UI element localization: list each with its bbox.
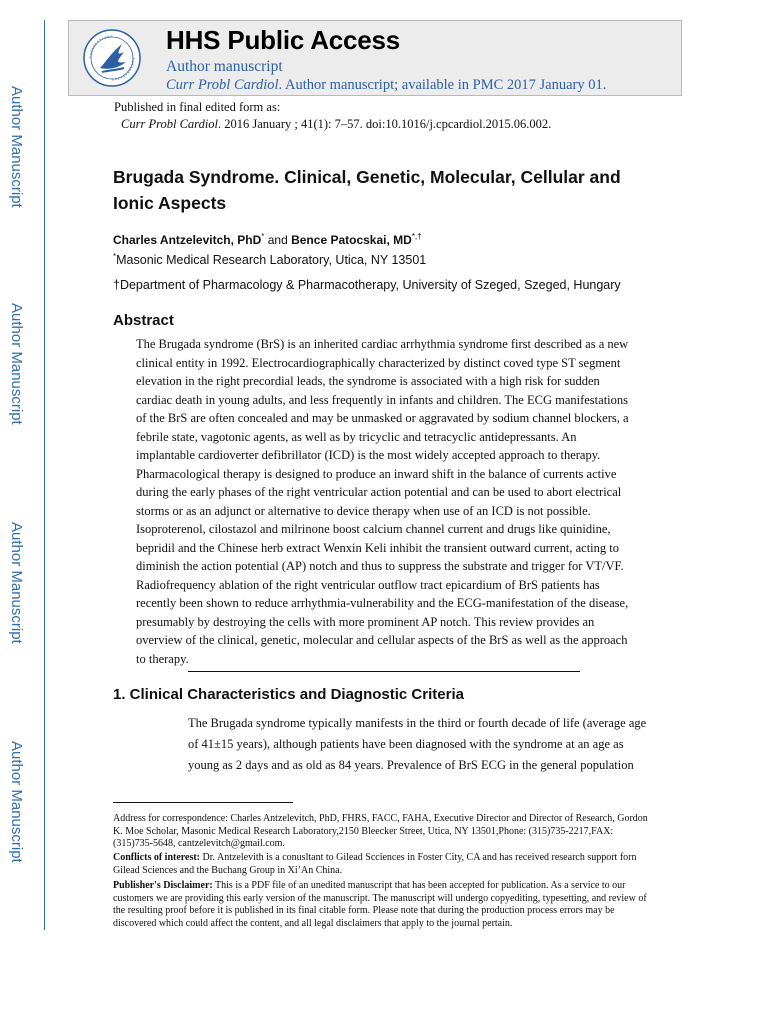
author-patocskai: Bence Patocskai, MD [291, 233, 412, 247]
abstract-line: diminish the action potential (AP) notch and thus to suppress the substrate and trigger for VT/VF. [136, 559, 624, 573]
banner-journal-name: Curr Probl Cardiol [166, 77, 279, 93]
abstract-line: febrile state, vagotonic agents, as well as by tricyclic and tetracyclic antidepressants. An [136, 429, 577, 444]
banner-availability: . Author manuscript; available in PMC 2017 January 01. [278, 77, 607, 93]
abstract-line: presumably by destroying the cells with more prominent AP notch. This review provides an [136, 614, 595, 629]
section-1-line: young as 2 days and as old as 84 years. Prevalence of BrS ECG in the general population [188, 758, 634, 772]
side-label-1: Author Manuscript [8, 86, 25, 208]
author1-mark: * [261, 232, 265, 241]
footnote-line: K. Moe Scholar, Masonic Medical Research Laboratory,2150 Bleecker Street, Utica, NY 13501,Phone: (315)735-2217,FAX: [113, 825, 614, 837]
abstract-line: Pharmacological therapy is designed to produce an inward shift in the balance of currents active [136, 466, 617, 481]
citation-journal: Curr Probl Cardiol [121, 117, 219, 131]
conflicts-label: Conflicts of interest: [113, 852, 201, 863]
conflicts-text: Dr. Antzelevith is a conusltant to Gilead Scciences in Foster City, CA and has received research support forn [200, 852, 637, 863]
abstract-line: of the BrS are often concealed and may be unmasked or aggravated by sodium channel blockers, a [136, 411, 629, 425]
author-line [113, 232, 422, 247]
abstract-line: Isoproterenol, cilostazol and milrinone boost calcium channel current and drugs like quinidine, [136, 522, 611, 536]
abstract-line: implantable cardioverter defibrillator (ICD) is the most widely accepted approach to therapy. [136, 448, 601, 462]
section-1-line: The Brugada syndrome typically manifests in the third or fourth decade of life (average age [188, 716, 647, 730]
abstract-line: clinical entity in 1992. Electrocardiographically characterized by distinct coved type ST segment [136, 355, 621, 370]
affiliation-1 [113, 252, 426, 267]
author-conjunction: and [264, 233, 292, 247]
abstract-body [136, 335, 644, 668]
author-antzelevitch: Charles Antzelevitch, PhD [113, 233, 262, 247]
abstract-line: recently been shown to reduce arrhythmia-vulnerability and the ECG-manifestation of the disease, [136, 596, 629, 610]
abstract-line: to therapy. [136, 651, 189, 666]
section-1-body [188, 713, 648, 776]
side-label-3: Author Manuscript [8, 522, 25, 644]
footnote-line: the resulting proof before it is published in its final citable form. Please note that during the production process errors may be [113, 905, 615, 917]
citation-details: . 2016 January ; 41(1): 7–57. doi:10.1016/j.cpcardiol.2015.06.002. [218, 117, 552, 131]
footnote-line [113, 880, 658, 893]
abstract-line: Radiofrequency ablation of the right ventricular outflow tract epicardium of BrS patients has [136, 577, 600, 592]
section-1-line: of 41±15 years), although patients have been diagnosed with the syndrome at an age as [188, 737, 624, 751]
side-label-4: Author Manuscript [8, 741, 25, 863]
disclaimer-footnote [113, 880, 658, 930]
abstract-heading: Abstract [113, 312, 174, 329]
abstract-line: cardiac death in young adults, and less frequently in infants and children. The ECG manifestations [136, 392, 628, 407]
affiliation-1-mark: * [113, 252, 117, 261]
footnote-line: Gilead Sciences and the Buchang Group in Xi’An China. [113, 864, 343, 876]
footnote-line: customers we are providing this early version of the manuscript. The manuscript will undergo copyediting, typesetting, and review of [113, 892, 647, 904]
abstract-line: during the early phases of the right ventricular action potential and can be used to abort electrical [136, 485, 622, 499]
footnote-rule [113, 802, 293, 803]
footnote-line: discovered which could affect the content, and all legal disclaimers that apply to the journal pertain. [113, 917, 513, 929]
disclaimer-label: Publisher's Disclaimer: [113, 880, 213, 891]
hhs-eagle-seal-icon [82, 28, 142, 88]
banner-journal-line [166, 77, 606, 94]
footnote-line: Address for correspondence: Charles Antzelevitch, PhD, FHRS, FACC, FAHA, Executive Director and Director of Research, Gordon [113, 813, 648, 824]
abstract-separator [188, 671, 580, 672]
side-label-2: Author Manuscript [8, 303, 25, 425]
article-title: Brugada Syndrome. Clinical, Genetic, Molecular, Cellular and Ionic Aspects [113, 167, 621, 213]
author2-mark: *,† [411, 232, 422, 241]
footnote-line [113, 852, 658, 865]
abstract-line: The Brugada syndrome (BrS) is an inherited cardiac arrhythmia syndrome first described as a new [136, 337, 629, 351]
abstract-line: bepridil and the Chinese herb extract Wenxin Keli inhibit the transient outward current, acting to [136, 540, 619, 555]
affiliation-2: †Department of Pharmacology & Pharmacotherapy, University of Szeged, Szeged, Hungary [113, 278, 621, 292]
banner-title: HHS Public Access [166, 25, 401, 55]
footnote-line: (315)735-5648, cantzelevitch@gmail.com. [113, 838, 285, 850]
abstract-line: elevation in the right precordial leads, the syndrome is associated with a high risk for sudden [136, 374, 600, 388]
published-citation [121, 117, 551, 132]
disclaimer-text: This is a PDF file of an unedited manuscript that has been accepted for publication. As a service to our [212, 880, 626, 891]
abstract-line: storms or as an adjunct or alternative to device therapy when use of an ICD is not possible. [136, 503, 591, 518]
correspondence-footnote [113, 813, 658, 851]
banner-subtitle: Author manuscript [166, 58, 283, 75]
published-label: Published in final edited form as: [114, 100, 281, 114]
abstract-line: overview of the clinical, genetic, molecular and cellular aspects of the BrS as well as the approach [136, 633, 628, 647]
conflicts-footnote [113, 852, 658, 877]
hhs-public-access-banner [68, 20, 682, 96]
section-1-heading: 1. Clinical Characteristics and Diagnostic Criteria [113, 686, 464, 703]
affiliation-1-text: Masonic Medical Research Laboratory, Utica, NY 13501 [116, 253, 427, 268]
